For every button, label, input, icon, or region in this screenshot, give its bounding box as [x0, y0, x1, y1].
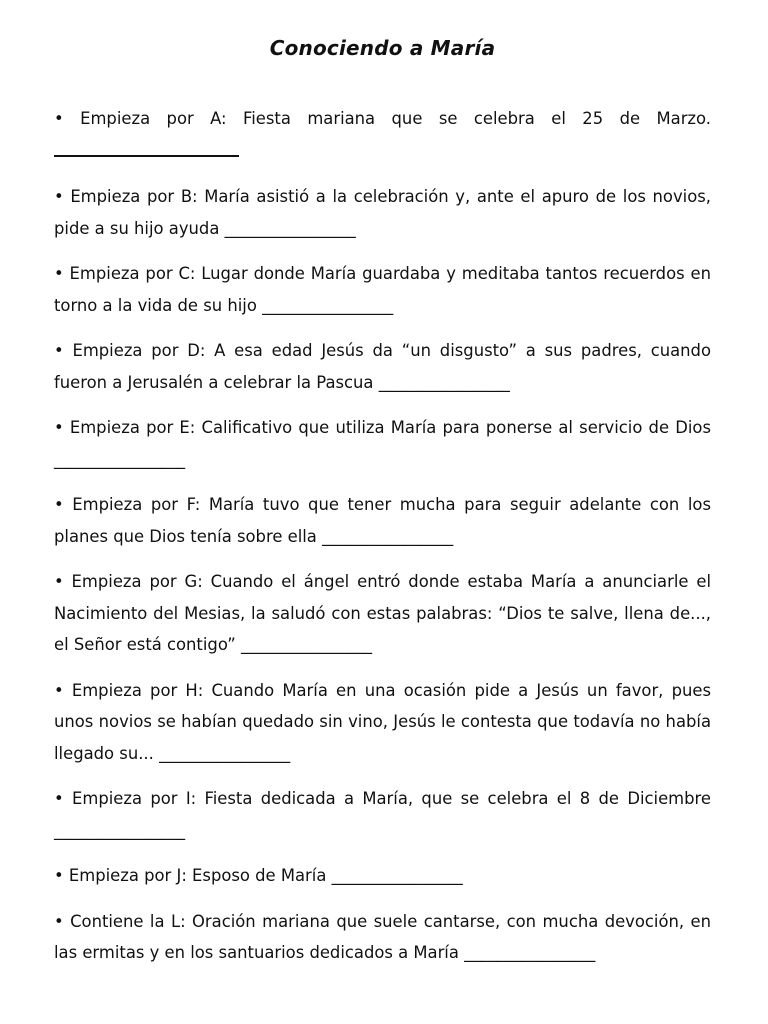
question-text: • Empieza por F: María tuvo que tener mucha para seguir adelante con los planes que Dios tenía sobre ella	[54, 495, 711, 546]
question-text: • Empieza por B: María asistió a la celebración y, ante el apuro de los novios, pide a su hijo ayuda	[54, 187, 711, 238]
answer-blank[interactable]: ________________	[378, 372, 510, 392]
question-text: • Contiene la L: Oración mariana que suele cantarse, con mucha devoción, en las ermitas y en los santuarios dedicados a María	[54, 911, 711, 962]
question-h	[54, 675, 711, 770]
question-g	[54, 566, 711, 661]
question-i	[54, 783, 711, 846]
question-text: • Empieza por I: Fiesta dedicada a María, que se celebra el 8 de Diciembre	[54, 789, 711, 808]
answer-blank[interactable]	[54, 135, 239, 157]
page-title: Conociendo a María	[269, 36, 496, 60]
answer-blank[interactable]: ________________	[54, 820, 186, 840]
question-text: • Empieza por E: Calificativo que utiliza María para ponerse al servicio de Dios	[54, 418, 711, 437]
question-c	[54, 258, 711, 321]
question-e	[54, 412, 711, 475]
question-text: • Empieza por C: Lugar donde María guardaba y meditaba tantos recuerdos en torno a la vida de su hijo	[54, 264, 711, 315]
answer-blank[interactable]: ________________	[240, 635, 373, 654]
question-list	[54, 103, 711, 969]
answer-blank[interactable]: ________________	[262, 295, 394, 315]
question-text: • Empieza por H: Cuando María en una ocasión pide a Jesús un favor, pues unos novios se habían quedado sin vino, Jesús le contesta que todavía no había llegado su...	[54, 680, 711, 763]
answer-blank[interactable]: ________________	[159, 743, 291, 763]
question-b	[54, 181, 711, 244]
question-text: • Empieza por G: Cuando el ángel entró donde estaba María a anunciarle el Nacimiento del Mesias, la saludó con estas palabras: “Dios te salve, llena de..., el Señor está contigo”	[54, 572, 711, 654]
question-d	[54, 335, 711, 398]
question-text: • Empieza por A: Fiesta mariana que se celebra el 25 de Marzo.	[54, 109, 711, 128]
answer-blank[interactable]: ________________	[54, 449, 186, 469]
answer-blank[interactable]: ________________	[322, 526, 454, 546]
question-l	[54, 906, 711, 969]
answer-blank[interactable]: ________________	[464, 943, 596, 962]
question-text: • Empieza por D: A esa edad Jesús da “un disgusto” a sus padres, cuando fueron a Jerusalén a celebrar la Pascua	[54, 341, 711, 392]
answer-blank[interactable]: ________________	[331, 866, 463, 885]
answer-blank[interactable]: ________________	[224, 218, 356, 238]
question-text: • Empieza por J: Esposo de María	[54, 866, 327, 885]
question-j	[54, 860, 711, 892]
question-a	[54, 103, 711, 167]
question-f	[54, 489, 711, 552]
